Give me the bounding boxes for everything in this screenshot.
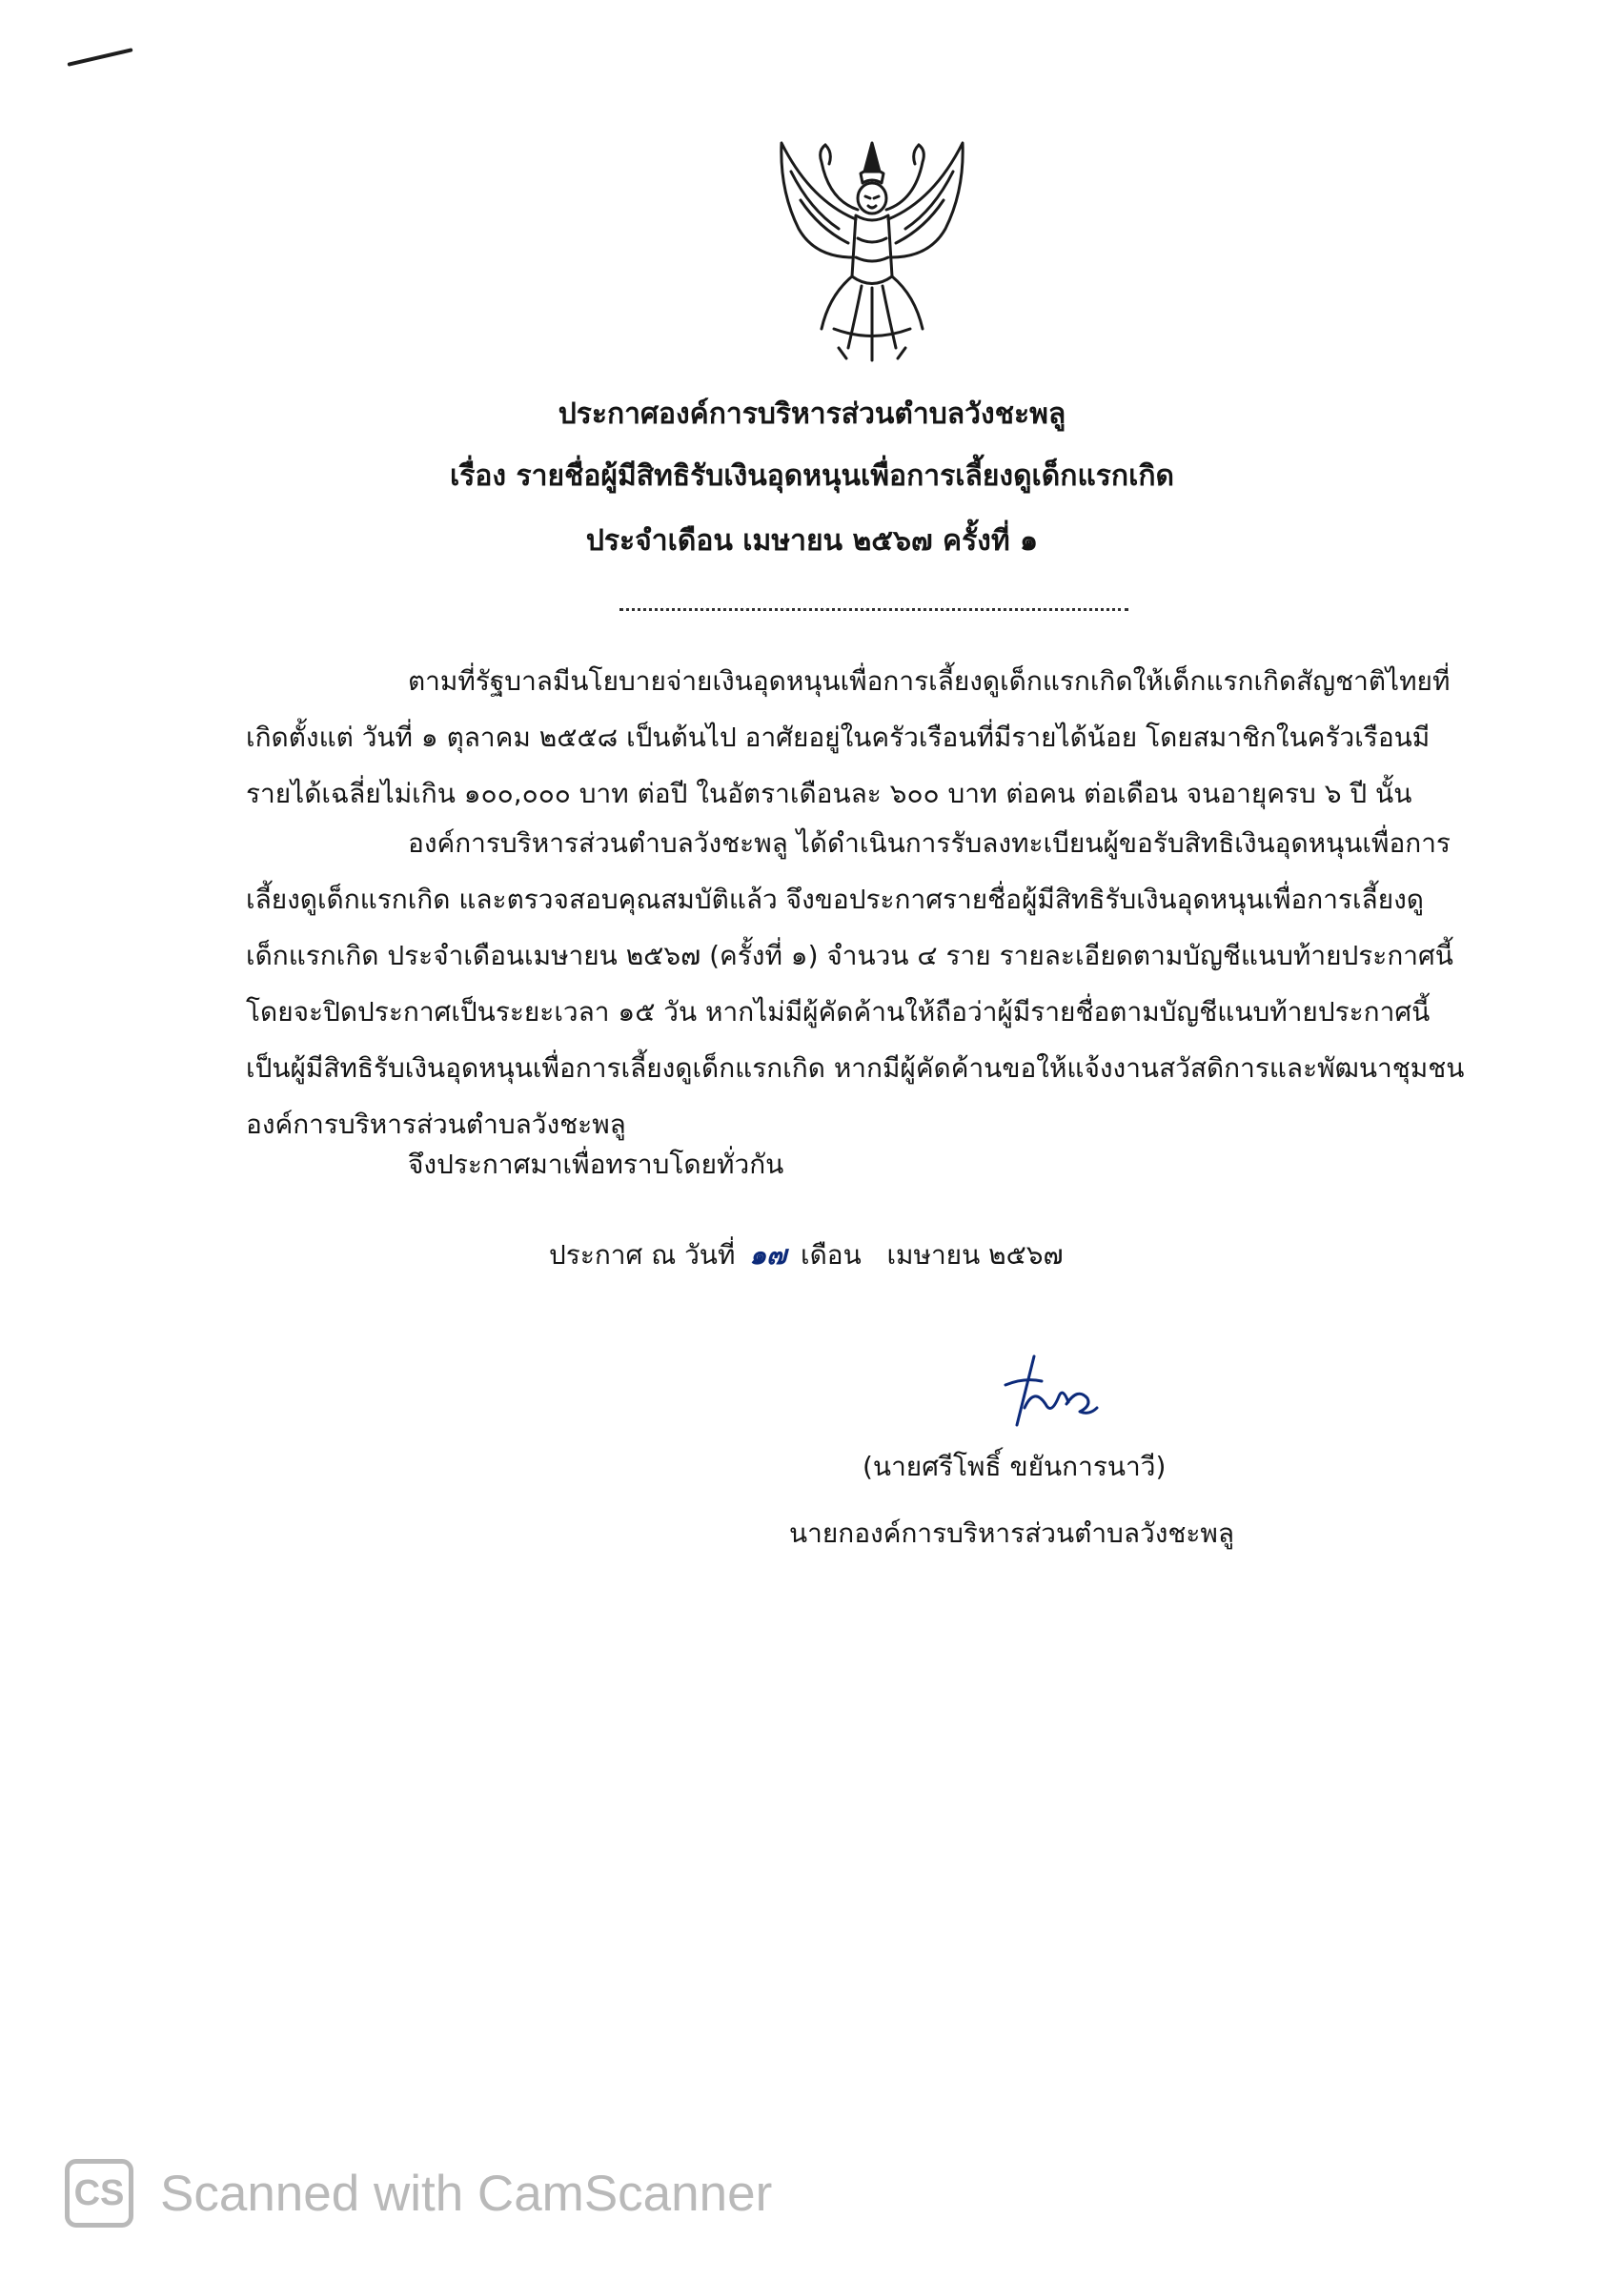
paragraph-line: เกิดตั้งแต่ วันที่ ๑ ตุลาคม ๒๕๕๘ เป็นต้นไป อาศัยอยู่ในครัวเรือนที่มีรายได้น้อย โดยสมาชิกในครัวเรือนมี	[246, 722, 1431, 753]
garuda-emblem-icon	[762, 133, 982, 362]
announcement-subject: เรื่อง รายชื่อผู้มีสิทธิรับเงินอุดหนุนเพื่อการเลี้ยงดูเด็กแรกเกิด	[450, 459, 1174, 493]
paragraph-line: เด็กแรกเกิด ประจำเดือนเมษายน ๒๕๖๗ (ครั้งที่ ๑) จำนวน ๔ ราย รายละเอียดตามบัญชีแนบท้ายประกาศนี้	[246, 940, 1453, 971]
announcement-period: ประจำเดือน เมษายน ๒๕๖๗ ครั้งที่ ๑	[585, 524, 1039, 558]
date-prefix: ประกาศ ณ วันที่	[549, 1239, 736, 1271]
paragraph-2	[246, 815, 1464, 1152]
closing-statement: จึงประกาศมาเพื่อทราบโดยทั่วกัน	[408, 1149, 784, 1180]
camscanner-logo-icon: CS	[65, 2159, 133, 2228]
paragraph-line: ตามที่รัฐบาลมีนโยบายจ่ายเงินอุดหนุนเพื่อการเลี้ยงดูเด็กแรกเกิดให้เด็กแรกเกิดสัญชาติไทยที่	[408, 665, 1451, 697]
dotted-divider	[619, 608, 1128, 611]
date-month-label: เดือน	[801, 1239, 862, 1271]
handwritten-signature-icon	[996, 1349, 1101, 1435]
watermark-text: Scanned with CamScanner	[160, 2165, 773, 2222]
paragraph-1	[246, 653, 1450, 822]
announcement-title: ประกาศองค์การบริหารส่วนตำบลวังชะพลู	[558, 397, 1066, 431]
paragraph-line: โดยจะปิดประกาศเป็นระยะเวลา ๑๕ วัน หากไม่มีผู้คัดค้านให้ถือว่าผู้มีรายชื่อตามบัญชีแนบท้ายประกาศนี้	[246, 996, 1431, 1028]
camscanner-watermark	[65, 2159, 772, 2228]
paragraph-line: เป็นผู้มีสิทธิรับเงินอุดหนุนเพื่อการเลี้ยงดูเด็กแรกเกิด หากมีผู้คัดค้านขอให้แจ้งงานสวัสดิการและพัฒนาชุมชน	[246, 1052, 1465, 1084]
scan-mark	[67, 48, 132, 67]
signer-title: นายกองค์การบริหารส่วนตำบลวังชะพลู	[789, 1517, 1235, 1549]
date-month-year: เมษายน ๒๕๖๗	[886, 1239, 1064, 1271]
paragraph-line: รายได้เฉลี่ยไม่เกิน ๑๐๐,๐๐๐ บาท ต่อปี ในอัตราเดือนละ ๖๐๐ บาท ต่อคน ต่อเดือน จนอายุครบ ๖ ปี นั้น	[246, 778, 1412, 809]
announcement-date	[549, 1234, 1064, 1276]
paragraph-line: องค์การบริหารส่วนตำบลวังชะพลู ได้ดำเนินการรับลงทะเบียนผู้ขอรับสิทธิเงินอุดหนุนเพื่อการ	[408, 827, 1451, 859]
date-day: ๑๗	[749, 1239, 787, 1271]
signer-name: (นายศรีโพธิ์ ขยันการนาวี)	[863, 1451, 1167, 1482]
paragraph-line: องค์การบริหารส่วนตำบลวังชะพลู	[246, 1109, 626, 1140]
paragraph-line: เลี้ยงดูเด็กแรกเกิด และตรวจสอบคุณสมบัติแล้ว จึงขอประกาศรายชื่อผู้มีสิทธิรับเงินอุดหนุนเพื่อการเลี้ยงดู	[246, 884, 1424, 915]
